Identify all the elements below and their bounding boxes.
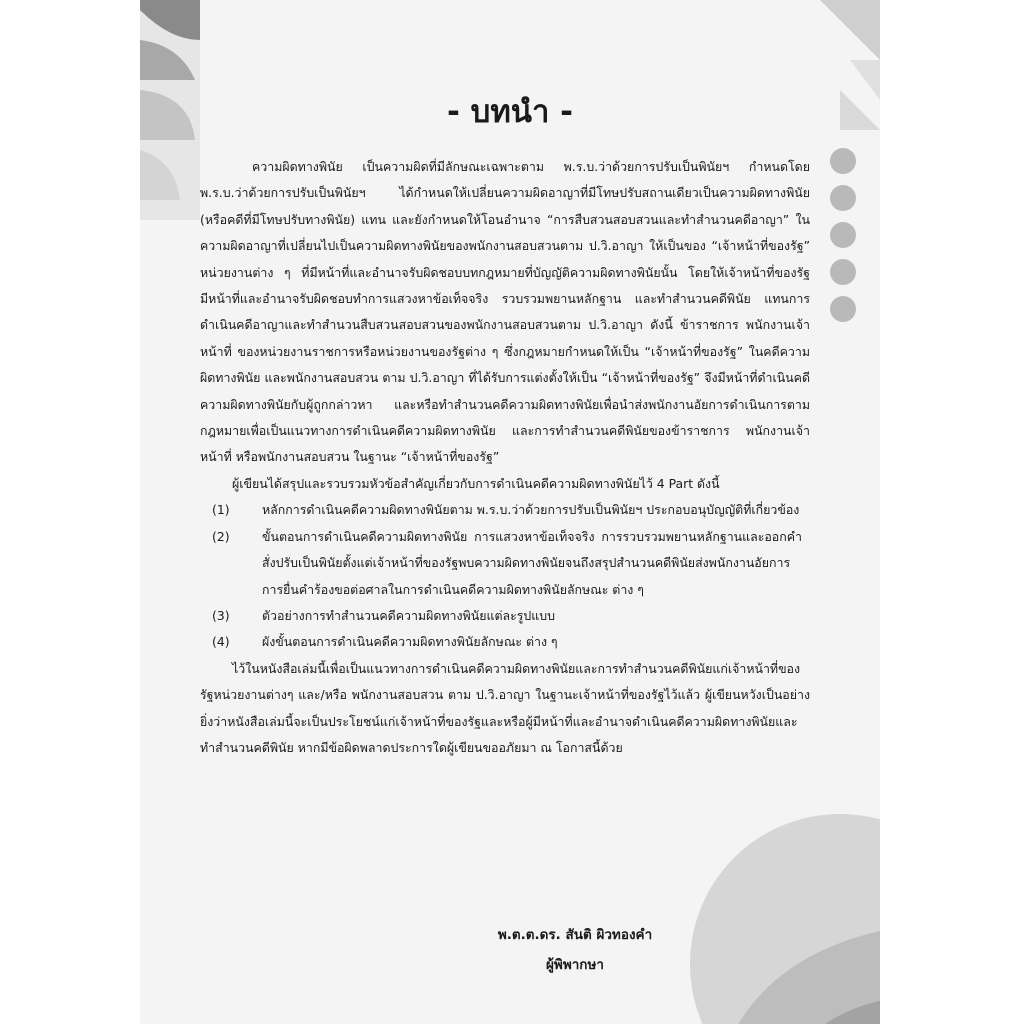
list-item <box>200 497 810 523</box>
dot <box>830 296 856 322</box>
list-item-number: (2) <box>212 528 230 544</box>
list-item <box>200 603 810 629</box>
decorative-dots <box>830 148 856 333</box>
author-name: พ.ต.ต.ดร. สันติ ผิวทองคำ <box>497 927 653 943</box>
list-item-text: ผังขั้นตอนการดำเนินคดีความผิดทางพินัยลักษณะ ต่าง ๆ <box>262 634 558 650</box>
page-title: - บทนำ - <box>446 94 574 130</box>
list-item-text: ตัวอย่างการทำสำนวนคดีความผิดทางพินัยแต่ละรูปแบบ <box>262 607 555 623</box>
dot <box>830 222 856 248</box>
dot <box>830 185 856 211</box>
decorative-shapes-bottom-right <box>660 764 880 1024</box>
list-item-text: หลักการดำเนินคดีความผิดทางพินัยตาม พ.ร.บ.ว่าด้วยการปรับเป็นพินัยฯ ประกอบอนุบัญญัติที่เกี่ยวข้อง <box>262 502 800 518</box>
paragraph-summary-intro: ผู้เขียนได้สรุปและรวบรวมหัวข้อสำคัญเกี่ยวกับการดำเนินคดีความผิดทางพินัยไว้ 4 Part ดังนี้ <box>232 475 720 491</box>
list-item <box>200 524 810 603</box>
author-role: ผู้พิพากษา <box>546 957 604 973</box>
signature-block <box>485 920 665 980</box>
paragraph-intro: ความผิดทางพินัย เป็นความผิดที่มีลักษณะเฉพาะตาม พ.ร.บ.ว่าด้วยการปรับเป็นพินัยฯ กำหนดโดย พ.ร.บ.ว่าด้วยการปรับเป็นพินัยฯ ได้กำหนดให้เปลี่ยนความผิดอาญาที่มีโทษปรับสถานเดียวเป็นความผิดทางพินัย (หรือคดีที่มีโทษปรับทางพินัย) แทน และยังกำหนดให้โอนอำนาจ “การสืบสวนสอบสวนและทำสำนวนคดีอาญา” ในความผิดอาญาที่เปลี่ยนไปเป็นความผิดทางพินัยของพนักงานสอบสวนตาม ป.วิ.อาญา ให้เป็นของ “เจ้าหน้าที่ของรัฐ” หน่วยงานต่าง ๆ ที่มีหน้าที่และอำนาจรับผิดชอบบทกฎหมายที่บัญญัติความผิดทางพินัยนั้น โดยให้เจ้าหน้าที่ของรัฐ มีหน้าที่และอำนาจรับผิดชอบทำการแสวงหาข้อเท็จจริง รวบรวมพยานหลักฐาน และทำสำนวนคดีพินัย แทนการดำเนินคดีอาญาและทำสำนวนสืบสวนสอบสวนของพนักงานสอบสวนตาม ป.วิ.อาญา ดังนี้ ข้าราชการ พนักงานเจ้าหน้าที่ ของหน่วยงานราชการหรือหน่วยงานของรัฐต่าง ๆ ซึ่งกฎหมายกำหนดให้เป็น “เจ้าหน้าที่ของรัฐ” ในคดีความผิดทางพินัย และพนักงานสอบสวน ตาม ป.วิ.อาญา ที่ได้รับการแต่งตั้งให้เป็น “เจ้าหน้าที่ของรัฐ” จึงมีหน้าที่ดำเนินคดีความผิดทางพินัยกับผู้ถูกกล่าวหา และหรือทำสำนวนคดีความผิดทางพินัยเพื่อนำส่งพนักงานอัยการดำเนินการตามกฎหมายเพื่อเป็นแนวทางการดำเนินคดีความผิดทางพินัย และการทำสำนวนคดีพินัยของข้าราชการ พนักงานเจ้าหน้าที่ หรือพนักงานสอบสวน ในฐานะ “เจ้าหน้าที่ของรัฐ” <box>200 159 810 465</box>
list-item-text: ขั้นตอนการดำเนินคดีความผิดทางพินัย การแสวงหาข้อเท็จจริง การรวบรวมพยานหลักฐานและออกคำสั่งปรับเป็นพินัยตั้งแต่เจ้าหน้าที่ของรัฐพบความผิดทางพินัยจนถึงสรุปสำนวนคดีพินัยส่งพนักงานอัยการ การยื่นคำร้องขอต่อศาลในการดำเนินคดีความผิดทางพินัยลักษณะ ต่าง ๆ <box>262 528 802 597</box>
list-item-number: (4) <box>212 634 230 650</box>
paragraph-closing: ไว้ในหนังสือเล่มนี้เพื่อเป็นแนวทางการดำเนินคดีความผิดทางพินัยและการทำสำนวนคดีพินัยแก่เจ้าหน้าที่ของรัฐหน่วยงานต่างๆ และ/หรือ พนักงานสอบสวน ตาม ป.วิ.อาญา ในฐานะเจ้าหน้าที่ของรัฐไว้แล้ว ผู้เขียนหวังเป็นอย่างยิ่งว่าหนังสือเล่มนี้จะเป็นประโยชน์แก่เจ้าหน้าที่ของรัฐและหรือผู้มีหน้าที่และอำนาจดำเนินคดีความผิดทางพินัยและทำสำนวนคดีพินัย หากมีข้อผิดพลาดประการใดผู้เขียนขออภัยมา ณ โอกาสนี้ด้วย <box>200 660 810 755</box>
dot <box>830 259 856 285</box>
dot <box>830 148 856 174</box>
list-item <box>200 629 810 655</box>
preface-body <box>200 154 810 761</box>
book-page <box>140 0 880 1024</box>
list-item-number: (1) <box>212 502 230 518</box>
list-item-number: (3) <box>212 607 230 623</box>
